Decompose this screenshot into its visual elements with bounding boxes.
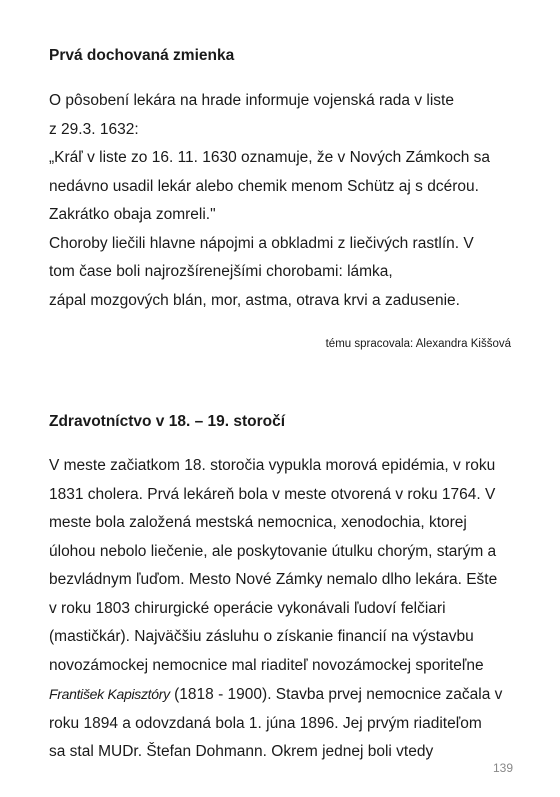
paragraph-first-mention	[49, 87, 524, 315]
page-number: 139	[492, 761, 513, 775]
text-line	[49, 680, 524, 710]
text-line: 1831 cholera. Prvá lekáreň bola v meste otvorená v roku 1764. V	[49, 485, 496, 503]
section-heading-first-mention: Prvá dochovaná zmienka	[49, 47, 235, 64]
text-line: tom čase boli najrozšírenejšími chorobami: lámka,	[49, 263, 393, 280]
text-line: Choroby liečili hlavne nápojmi a obkladmi z liečivých rastlín. V	[49, 234, 474, 252]
text-line: (mastičkár). Najväčšiu zásluhu o získanie financií na výstavbu	[49, 628, 474, 645]
text-segment: (1818 - 1900). Stavba prvej nemocnice začala v	[169, 686, 503, 703]
text-line: úlohou nebolo liečenie, ale poskytovanie útulku chorým, starým a	[49, 542, 497, 560]
text-line: V meste začiatkom 18. storočia vypukla morová epidémia, v roku	[49, 457, 496, 474]
text-line: „Kráľ v liste zo 16. 11. 1630 oznamuje, že v Nových Zámkoch sa	[49, 149, 491, 166]
paragraph-healthcare	[49, 452, 524, 767]
text-line: O pôsobení lekára na hrade informuje vojenská rada v liste	[49, 92, 454, 109]
text-line: meste bola založená mestská nemocnica, xenodochia, ktorej	[49, 514, 467, 531]
text-line: zápal mozgových blán, mor, astma, otrava krvi a zadusenie.	[49, 291, 460, 309]
text-line: z 29.3. 1632:	[49, 120, 139, 138]
text-line: v roku 1803 chirurgické operácie vykonávali ľudoví felčiari	[49, 599, 446, 617]
author-signature: tému spracovala: Alexandra Kiššová	[325, 338, 511, 350]
text-line: roku 1894 a odovzdaná bola 1. júna 1896. Jej prvým riaditeľom	[49, 714, 482, 732]
person-name-italic: František Kapisztóry	[49, 686, 170, 702]
text-line: sa stal MUDr. Štefan Dohmann. Okrem jednej boli vtedy	[49, 743, 434, 760]
text-line: novozámockej nemocnice mal riaditeľ novozámockej sporiteľne	[49, 656, 484, 674]
text-line: nedávno usadil lekár alebo chemik menom Schütz aj s dcérou.	[49, 177, 479, 195]
section-heading-healthcare: Zdravotníctvo v 18. – 19. storočí	[49, 413, 286, 430]
text-line: bezvládnym ľuďom. Mesto Nové Zámky nemalo dlho lekára. Ešte	[49, 571, 498, 588]
text-line: Zakrátko obaja zomreli."	[49, 206, 216, 223]
